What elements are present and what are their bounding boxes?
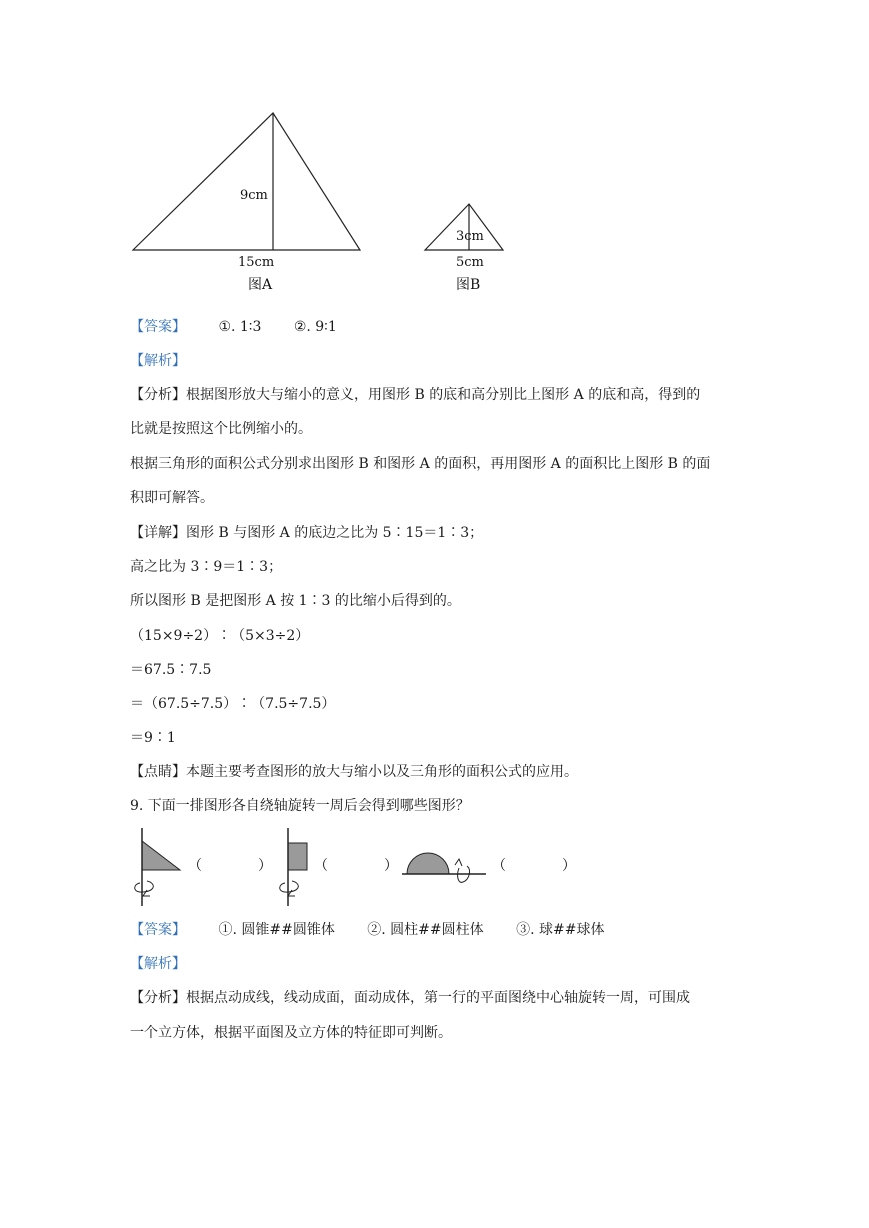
q9-fenxi-tag: 【分析】 <box>130 990 186 1006</box>
q9-fenxi-line-1 <box>130 988 690 1008</box>
xiangjie-line <box>130 523 483 543</box>
answer-2: ②. 9∶1 <box>293 319 337 335</box>
figure-a-height-label: 9cm <box>240 188 268 203</box>
shape-2-rectangle-axis <box>277 826 317 908</box>
blank-3-open: （ <box>492 858 506 874</box>
figure-b-caption: 图B <box>456 277 481 293</box>
q9-fenxi-text-1: 根据点动成线，线动成面，面动成体，第一行的平面图绕中心轴旋转一周，可围成 <box>186 990 690 1006</box>
xiangjie-tag: 【详解】 <box>130 525 186 541</box>
q9-answer-2: ②. 圆柱##圆柱体 <box>367 922 484 938</box>
q9-question: 9. 下面一排图形各自绕轴旋转一周后会得到哪些图形？ <box>130 798 470 814</box>
answer-tag: 【答案】 <box>130 319 186 335</box>
figure-b-base-label: 5cm <box>456 255 484 270</box>
figure-b-triangle <box>420 200 510 255</box>
q9-answer-line <box>130 920 604 940</box>
q8-answer-line <box>130 317 337 337</box>
q9-analysis-tag: 【解析】 <box>130 956 186 972</box>
figure-a-base-label: 15cm <box>238 255 275 270</box>
figure-b-height-label: 3cm <box>456 229 484 244</box>
text-line-7: 所以图形 B 是把图形 A 按 1∶3 的比缩小后得到的。 <box>130 593 461 609</box>
answer-1: ①. 1∶3 <box>218 319 262 335</box>
dianjing-text: 本题主要考查图形的放大与缩小以及三角形的面积公式的应用。 <box>186 764 578 780</box>
fenxi-line-1 <box>130 385 700 405</box>
figure-a-caption: 图A <box>248 277 273 293</box>
q9-answer-3: ③. 球##球体 <box>516 922 605 938</box>
shape-1-triangle-axis <box>132 826 187 908</box>
dianjing-line <box>130 762 578 782</box>
fenxi-line-2: 比就是按照这个比例缩小的。 <box>130 421 312 437</box>
formula-line-1: （15×9÷2）∶（5×3÷2） <box>130 628 310 644</box>
q9-fenxi-line-2: 一个立方体，根据平面图及立方体的特征即可判断。 <box>130 1025 452 1041</box>
figure-a-triangle <box>125 105 370 260</box>
blank-3-close: ） <box>562 858 576 874</box>
blank-1-open: （ <box>188 858 202 874</box>
text-line-4: 积即可解答。 <box>130 490 214 506</box>
shape-3-semicircle-axis <box>400 840 490 886</box>
fenxi-text-1: 根据图形放大与缩小的意义，用图形 B 的底和高分别比上图形 A 的底和高，得到的 <box>186 387 701 403</box>
xiangjie-text: 图形 B 与图形 A 的底边之比为 5∶15＝1∶3； <box>186 525 484 541</box>
blank-1-close: ） <box>258 858 272 874</box>
formula-line-4: ＝9∶1 <box>130 730 176 746</box>
q9-answer-tag: 【答案】 <box>130 922 186 938</box>
q9-answer-1: ①. 圆锥##圆锥体 <box>218 922 335 938</box>
blank-2-close: ） <box>384 858 398 874</box>
formula-line-2: ＝67.5∶7.5 <box>130 662 212 678</box>
text-line-3: 根据三角形的面积公式分别求出图形 B 和图形 A 的面积，再用图形 A 的面积比上图形 B 的面 <box>130 456 711 472</box>
analysis-tag: 【解析】 <box>130 353 186 369</box>
dianjing-tag: 【点睛】 <box>130 764 186 780</box>
formula-line-3: ＝（67.5÷7.5）∶（7.5÷7.5） <box>130 696 336 712</box>
text-line-6: 高之比为 3∶9＝1∶3； <box>130 559 283 575</box>
fenxi-tag: 【分析】 <box>130 387 186 403</box>
blank-2-open: （ <box>314 858 328 874</box>
